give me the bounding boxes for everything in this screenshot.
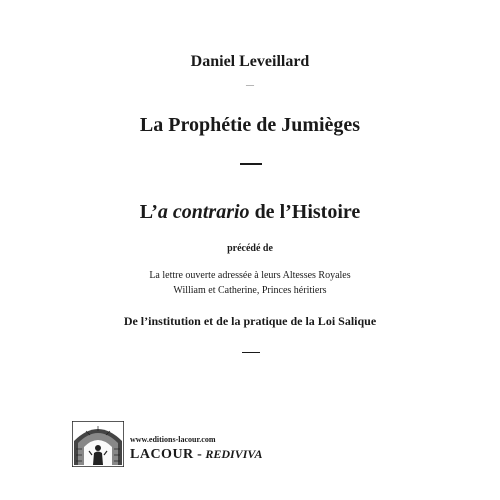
publisher-imprint [130,447,262,463]
title-separator-rule [240,163,262,165]
book-title: La Prophétie de Jumièges [139,114,361,136]
publisher-name: LACOUR [130,447,194,462]
subtitle-italic: a contrario [157,201,250,223]
second-work-title: De l’institution et de la pratique de la Loi Salique [123,314,377,328]
publisher-separator: - [193,447,206,462]
book-subtitle [0,201,500,224]
author-name: Daniel Leveillard [190,53,310,70]
closing-rule [242,352,260,353]
publisher-series: REDIVIVA [205,447,263,461]
publisher-website: www.editions-lacour.com [130,435,216,444]
publisher-logo-icon [72,421,124,467]
letter-line-1: La lettre ouverte adressée à leurs Altesses Royales [149,270,351,281]
author-ornament-dash: — [246,80,254,89]
letter-line-2: William et Catherine, Princes héritiers [173,285,327,296]
preceded-by-label: précédé de [227,243,273,254]
subtitle-suffix: de l’Histoire [249,201,361,223]
subtitle-prefix: L’ [139,201,158,223]
